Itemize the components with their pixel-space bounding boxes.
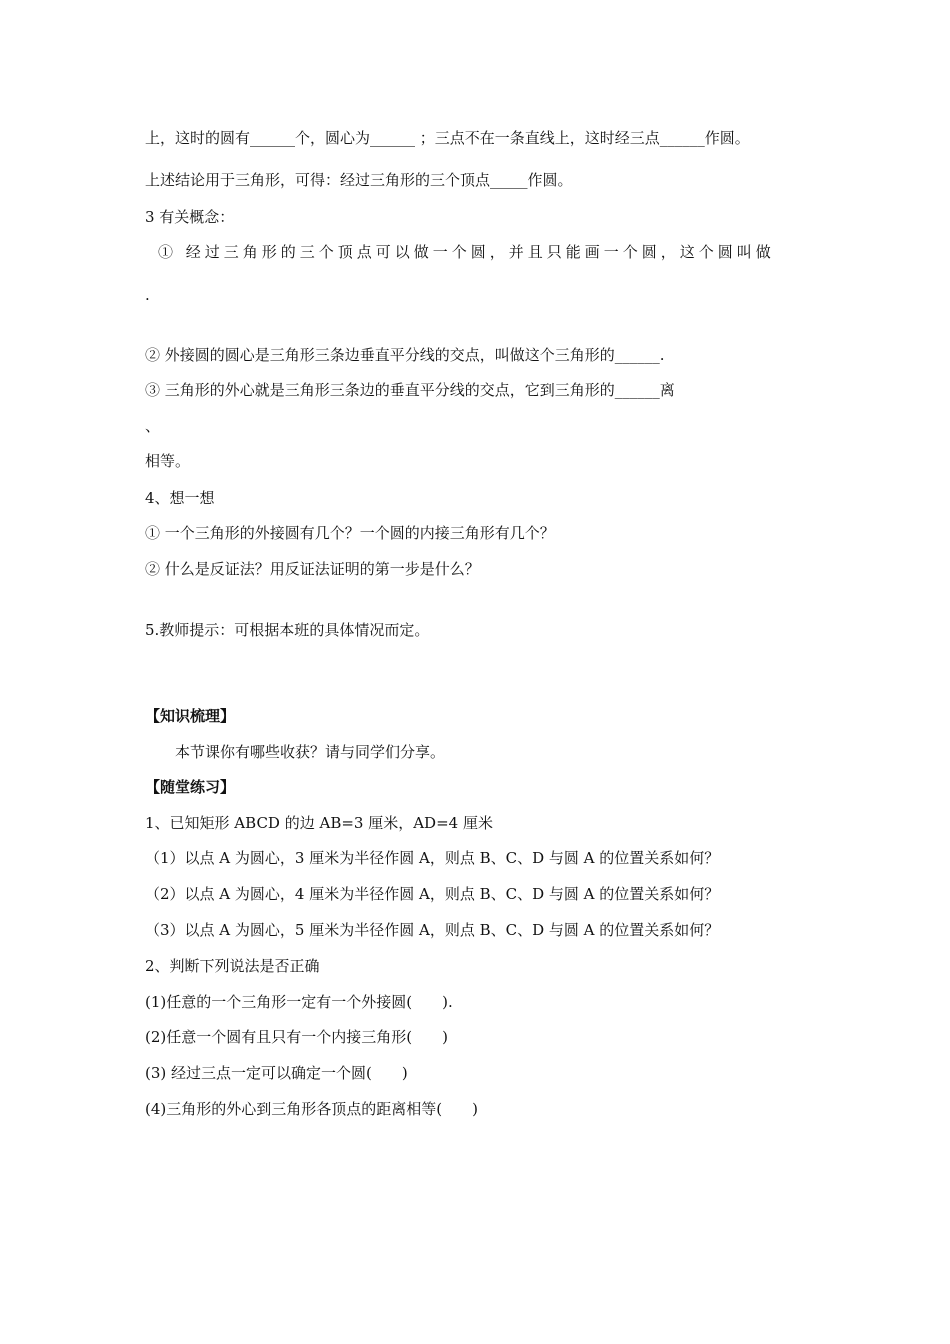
intro-line-1: 上，这时的圆有______个，圆心为______ ；三点不在一条直线上，这时经三点______作圆。 — [145, 129, 750, 147]
question-1-item: （3）以点 A 为圆心，5 厘米为半径作圆 A，则点 B、C、D 与圆 A 的位置关系如何？ — [145, 921, 720, 939]
question-2-item: (3) 经过三点一定可以确定一个圆( ) — [145, 1064, 408, 1082]
question-1: 1、已知矩形 ABCD 的边 AB=3 厘米，AD=4 厘米 — [145, 814, 493, 832]
question-2: 2、判断下列说法是否正确 — [145, 957, 320, 975]
concept-1-end: . — [145, 286, 150, 304]
question-2-item: (1)任意的一个三角形一定有一个外接圆( ). — [145, 993, 453, 1011]
knowledge-body: 本节课你有哪些收获？请与同学们分享。 — [175, 743, 446, 761]
heading-concepts: 3 有关概念： — [145, 208, 235, 226]
intro-line-2: 上述结论用于三角形，可得：经过三角形的三个顶点_____作圆。 — [145, 171, 573, 189]
concept-1: ① 经过三角形的三个顶点可以做一个圆，并且只能画一个圆，这个圆叫做 — [158, 243, 775, 261]
concept-2: ② 外接圆的圆心是三角形三条边垂直平分线的交点，叫做这个三角形的______. — [145, 346, 665, 364]
teacher-tip: 5.教师提示：可根据本班的具体情况而定。 — [145, 621, 430, 639]
knowledge-title: 【知识梳理】 — [145, 707, 236, 725]
question-1-item: （2）以点 A 为圆心，4 厘米为半径作圆 A，则点 B、C、D 与圆 A 的位置关系如何？ — [145, 885, 720, 903]
concept-3: ③ 三角形的外心就是三角形三条边的垂直平分线的交点，它到三角形的______离 — [145, 381, 675, 399]
think-2: ② 什么是反证法？用反证法证明的第一步是什么？ — [145, 560, 480, 578]
practice-title: 【随堂练习】 — [145, 778, 236, 796]
question-1-item: （1）以点 A 为圆心，3 厘米为半径作圆 A，则点 B、C、D 与圆 A 的位置关系如何？ — [145, 849, 720, 867]
question-2-item: (4)三角形的外心到三角形各顶点的距离相等( ) — [145, 1100, 478, 1118]
heading-think: 4、想一想 — [145, 489, 215, 507]
concept-3-mark: 、 — [145, 417, 161, 435]
question-2-item: (2)任意一个圆有且只有一个内接三角形( ) — [145, 1028, 448, 1046]
think-1: ① 一个三角形的外接圆有几个？一个圆的内接三角形有几个？ — [145, 524, 555, 542]
concept-3-end: 相等。 — [145, 452, 191, 470]
